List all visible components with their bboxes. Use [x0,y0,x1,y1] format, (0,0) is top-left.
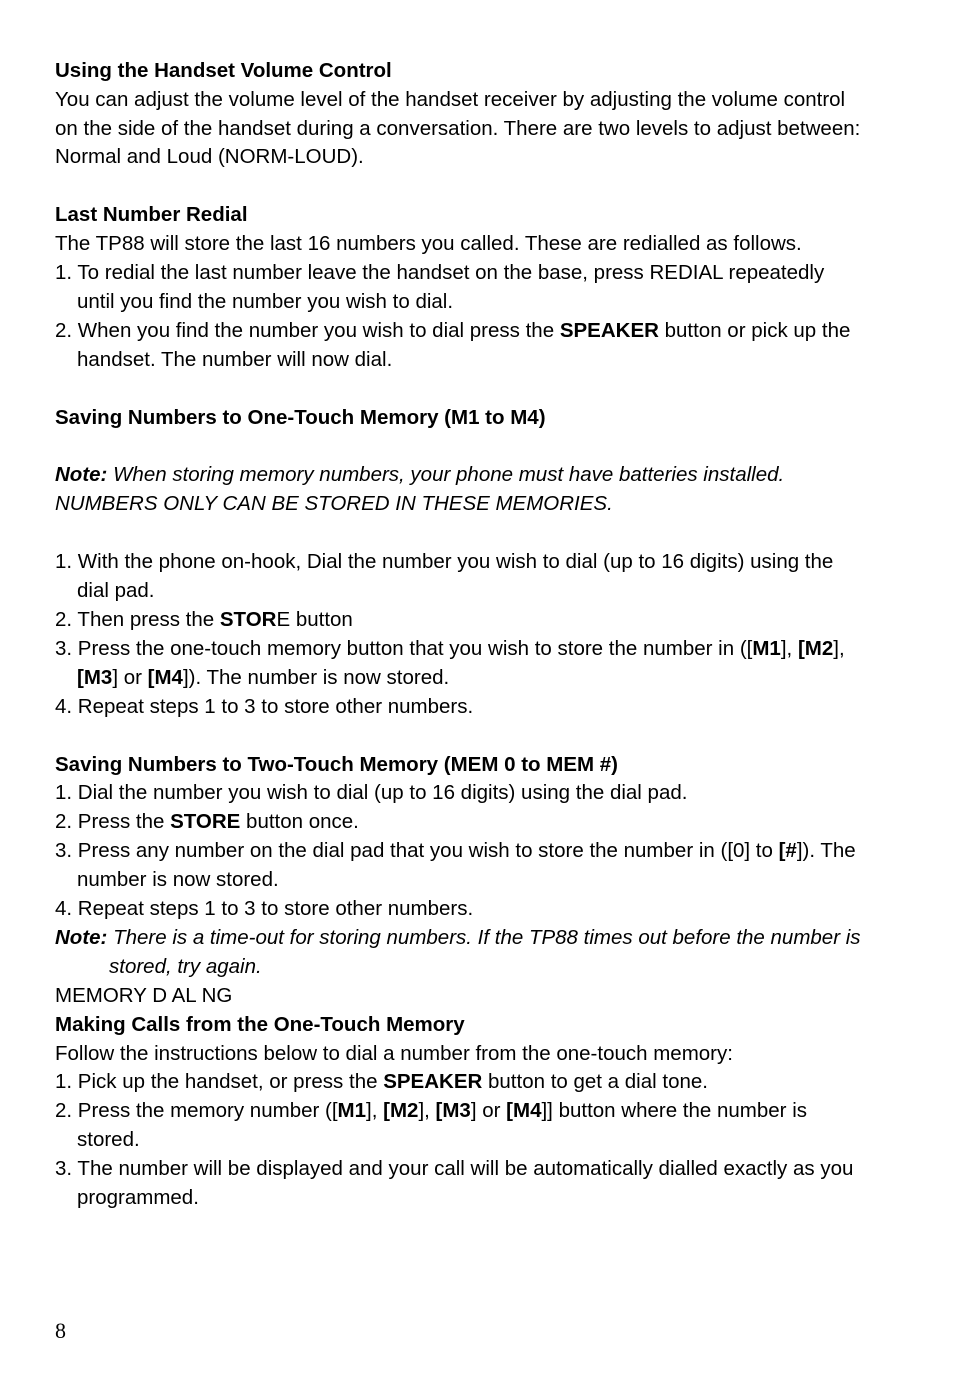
bold-term: SPEAKER [383,1070,483,1093]
text-span: 3. Press the one-touch memory button that you wish to store the number in ([ [55,637,753,660]
text-span: button to get a dial tone. [482,1070,708,1093]
text-span: 3. Press any number on the dial pad that you wish to store the number in ([0] to [55,839,779,862]
paragraph-line: on the side of the handset during a conversation. There are two levels to adjust between: [55,117,861,140]
section-title: MEMORY D AL NG [55,984,233,1007]
text-span: 1. Pick up the handset, or press the [55,1070,384,1093]
text-span: 2. Press the [55,810,171,833]
text-span: ], [833,637,845,660]
note-text: There is a time-out for storing numbers. If the TP88 times out before the number is [107,926,861,949]
list-item-continuation [77,663,449,692]
paragraph-line: Follow the instructions below to dial a number from the one-touch memory: [55,1042,733,1065]
bold-term: [M2 [383,1099,419,1122]
bold-term: [M4 [506,1099,542,1122]
note-line: NUMBERS ONLY CAN BE STORED IN THESE MEMORIES. [55,492,613,515]
bold-term: [M2 [797,637,834,660]
bold-term: M1 [752,637,781,660]
text-span: 2. When you find the number you wish to dial press the [55,319,560,342]
list-item-continuation: dial pad. [77,579,155,602]
page-number: 8 [55,1318,66,1343]
bold-term: STORE [170,810,241,833]
bold-term: [M3 [435,1099,471,1122]
text-span: ]). The [796,839,856,862]
note-label: Note: [55,926,108,949]
list-item [55,634,845,663]
text-span: ]] button where the number is [541,1099,807,1122]
list-item-continuation: number is now stored. [77,868,279,891]
list-item [55,316,850,345]
note-label: Note: [55,463,108,486]
text-span: ] or [112,666,148,689]
list-item [55,807,359,836]
bold-term: M1 [337,1099,367,1122]
bold-term: [M3 [77,666,113,689]
list-item [55,605,353,634]
note [55,923,861,952]
heading-volume-control: Using the Handset Volume Control [55,59,392,82]
bold-term: STOR [219,608,277,631]
text-span: ], [780,637,798,660]
text-span: E button [276,608,353,631]
text-span: 2. Then press the [55,608,220,631]
heading-making-calls: Making Calls from the One-Touch Memory [55,1013,465,1036]
text-span: ] or [470,1099,507,1122]
text-span: ], [418,1099,436,1122]
heading-two-touch-memory: Saving Numbers to Two-Touch Memory (MEM 0 to MEM #) [55,753,619,776]
note-line: stored, try again. [109,955,262,978]
list-item: 3. The number will be displayed and your call will be automatically dialled exactly as you [55,1157,854,1180]
text-span: ]). The number is now stored. [182,666,450,689]
paragraph-line: You can adjust the volume level of the handset receiver by adjusting the volume control [55,88,846,111]
text-span: button or pick up the [658,319,851,342]
list-item-continuation: stored. [77,1128,140,1151]
list-item: 1. To redial the last number leave the handset on the base, press REDIAL repeatedly [55,261,825,284]
list-item-continuation: handset. The number will now dial. [77,348,393,371]
list-item: 4. Repeat steps 1 to 3 to store other numbers. [55,695,474,718]
bold-term: [# [778,839,797,862]
note-text: When storing memory numbers, your phone must have batteries installed. [107,463,785,486]
list-item: 1. Dial the number you wish to dial (up to 16 digits) using the dial pad. [55,781,688,804]
text-span: button once. [240,810,359,833]
list-item-continuation: until you find the number you wish to dial. [77,290,454,313]
heading-last-number-redial: Last Number Redial [55,203,248,226]
list-item [55,836,856,865]
bold-term: SPEAKER [559,319,659,342]
paragraph-line: The TP88 will store the last 16 numbers you called. These are redialled as follows. [55,232,802,255]
list-item-continuation: programmed. [77,1186,199,1209]
bold-term: [M4 [147,666,183,689]
list-item: 4. Repeat steps 1 to 3 to store other numbers. [55,897,474,920]
text-span: 2. Press the memory number ([ [55,1099,338,1122]
list-item [55,1067,708,1096]
heading-one-touch-memory: Saving Numbers to One-Touch Memory (M1 to M4) [55,406,546,429]
note [55,460,784,489]
text-span: ], [366,1099,384,1122]
list-item: 1. With the phone on-hook, Dial the number you wish to dial (up to 16 digits) using the [55,550,834,573]
list-item [55,1096,807,1125]
paragraph-line: Normal and Loud (NORM-LOUD). [55,145,364,168]
